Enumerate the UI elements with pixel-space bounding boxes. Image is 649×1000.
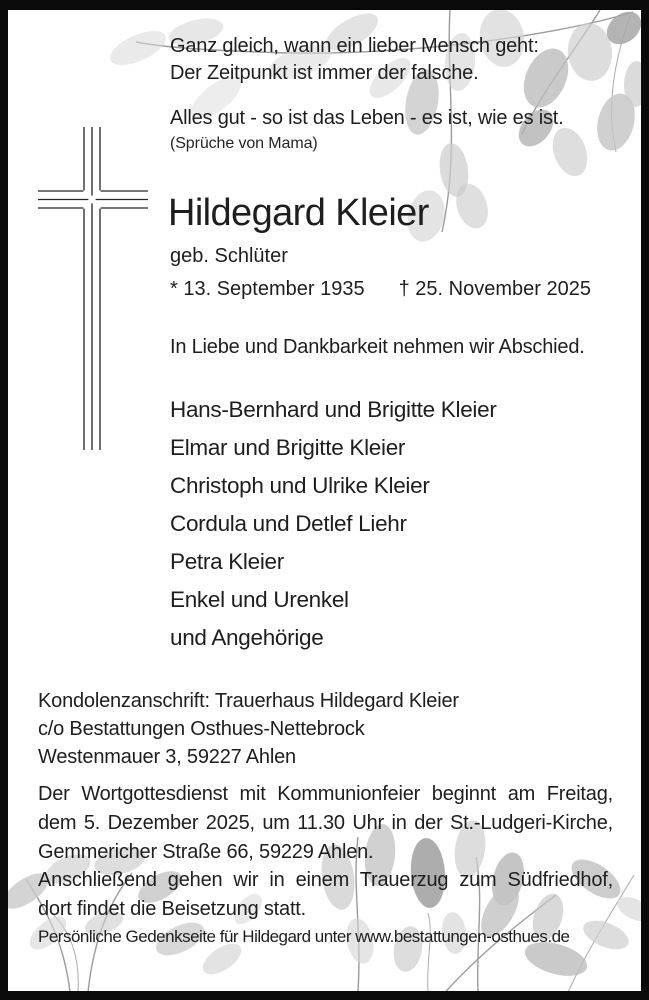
condolence-line-2: c/o Bestattungen Osthues-Nettebrock bbox=[38, 718, 365, 740]
condolence-line-1: Kondolenzanschrift: Trauerhaus Hildegard Kleier bbox=[38, 690, 459, 712]
mourner-name: Enkel und Urenkel bbox=[170, 587, 349, 612]
life-dates bbox=[170, 278, 591, 301]
farewell-text: In Liebe und Dankbarkeit nehmen wir Abschied. bbox=[170, 336, 585, 358]
memorial-page-text: Persönliche Gedenkseite für Hildegard unter www.bestattungen-osthues.de bbox=[38, 927, 570, 946]
condolence-line-3: Westenmauer 3, 59227 Ahlen bbox=[38, 746, 296, 768]
mourner-name: Cordula und Detlef Liehr bbox=[170, 511, 407, 536]
mourners-list bbox=[170, 391, 497, 657]
service-line-3: Gemmericher Straße 66, 59229 Ahlen. bbox=[38, 840, 374, 863]
service-line-5: dort findet die Beisetzung statt. bbox=[38, 898, 307, 921]
condolence-address bbox=[38, 687, 459, 771]
mourner-name: und Angehörige bbox=[170, 625, 324, 650]
quote-line-3: Alles gut - so ist das Leben - es ist, wie es ist. bbox=[170, 107, 564, 129]
deceased-name: Hildegard Kleier bbox=[168, 192, 429, 234]
service-line-1: Der Wortgottesdienst mit Kommunionfeier beginnt am Freitag, bbox=[38, 783, 613, 805]
memorial-cross-icon bbox=[0, 0, 160, 470]
quote-line-1: Ganz gleich, wann ein lieber Mensch geht: bbox=[170, 35, 539, 57]
quote-attribution: (Sprüche von Mama) bbox=[170, 135, 318, 152]
quote-line-2: Der Zeitpunkt ist immer der falsche. bbox=[170, 62, 479, 84]
mourner-name: Petra Kleier bbox=[170, 549, 284, 574]
maiden-name: geb. Schlüter bbox=[170, 245, 288, 267]
service-info bbox=[38, 780, 613, 924]
service-line-4: Anschließend gehen wir in einem Trauerzug zum Südfriedhof, bbox=[38, 869, 613, 892]
service-line-2: dem 5. Dezember 2025, um 11.30 Uhr in der St.-Ludgeri-Kirche, bbox=[38, 811, 613, 834]
mourner-name: Elmar und Brigitte Kleier bbox=[170, 435, 406, 460]
death-date: † 25. November 2025 bbox=[398, 278, 591, 300]
birth-date: * 13. September 1935 bbox=[170, 278, 365, 300]
mourner-name: Hans-Bernhard und Brigitte Kleier bbox=[170, 397, 497, 422]
mourner-name: Christoph und Ulrike Kleier bbox=[170, 473, 430, 498]
